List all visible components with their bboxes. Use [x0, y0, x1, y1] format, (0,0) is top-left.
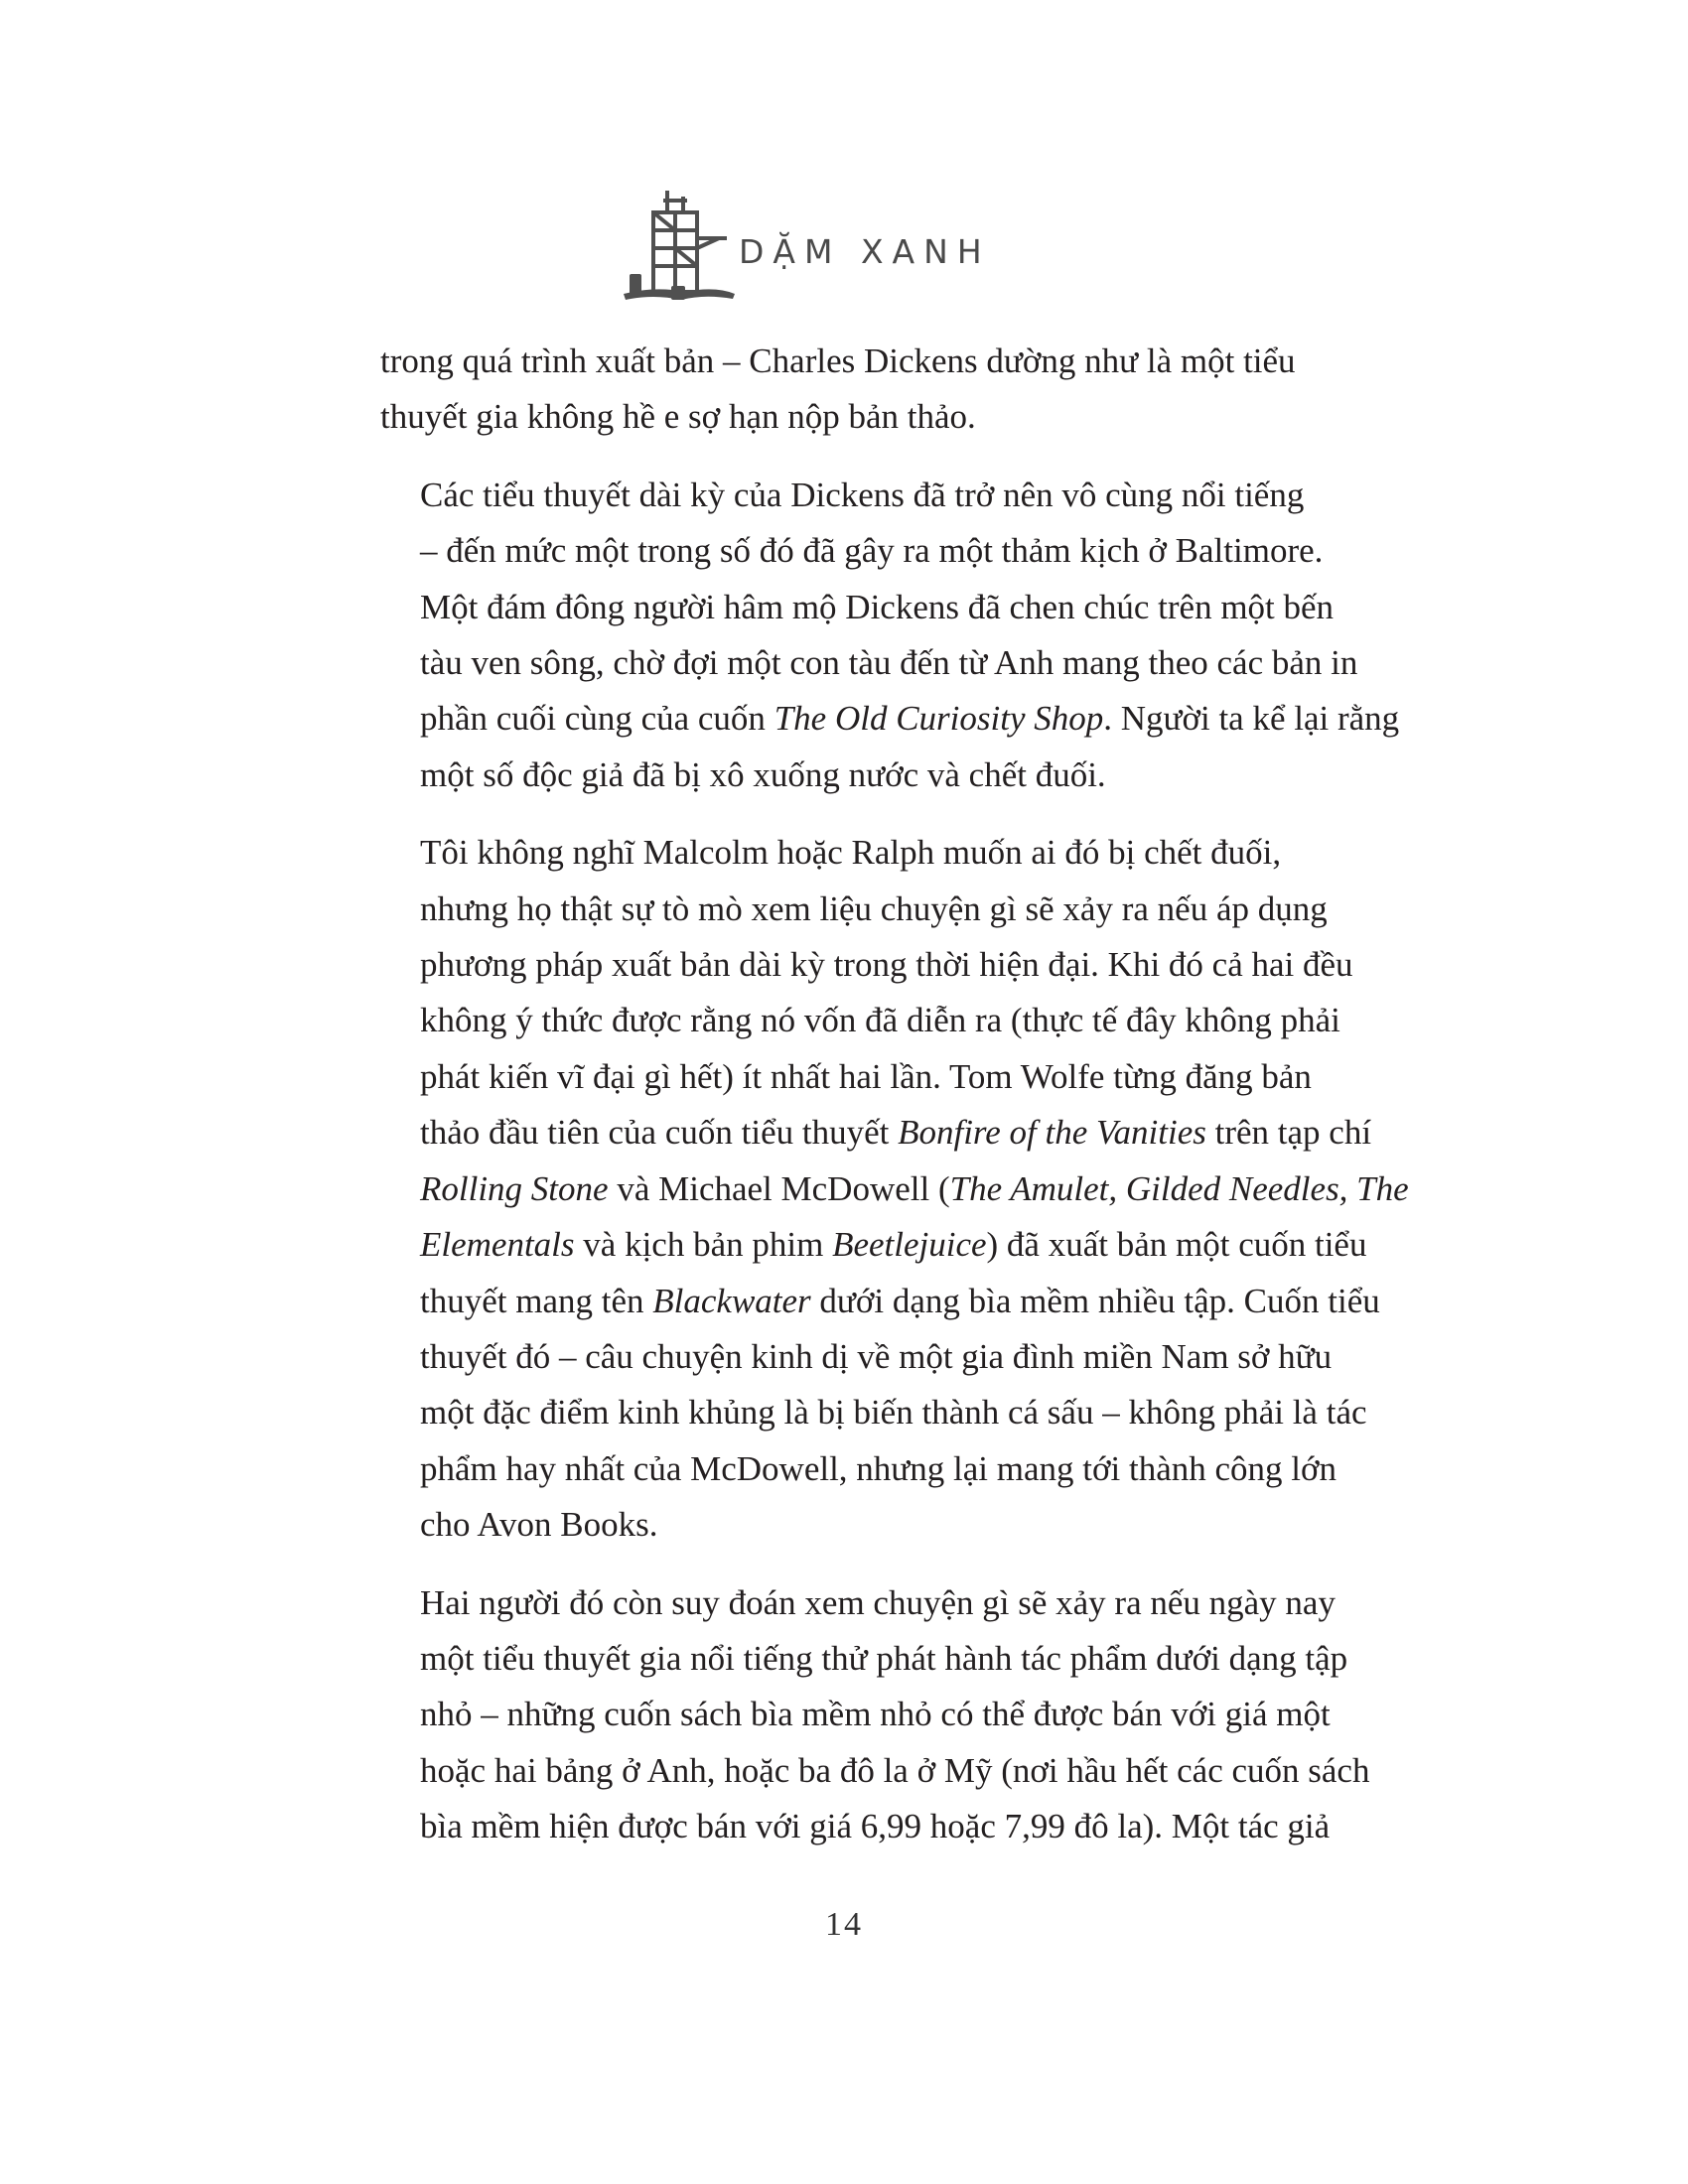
text-line	[380, 748, 1294, 803]
text-line	[380, 1799, 1331, 1854]
text-line	[380, 691, 1400, 747]
text-run: thảo đầu tiên của cuốn tiểu thuyết	[420, 1113, 899, 1153]
text-run: . Người ta kể lại rằng	[1103, 699, 1400, 739]
text-run: một số độc giả đã bị xô xuống nước và chết đuối.	[420, 754, 1106, 794]
text-line	[380, 523, 1324, 579]
text-run: không ý thức được rằng nó vốn đã diễn ra (thực tế đây không phải	[420, 1001, 1340, 1040]
text-line	[380, 334, 1294, 389]
text-line	[380, 1217, 1367, 1273]
text-run: nhỏ – những cuốn sách bìa mềm nhỏ có thể được bán với giá một	[420, 1695, 1331, 1734]
book-title-header: DẶM XANH	[739, 232, 991, 271]
text-run: tàu ven sông, chờ đợi một con tàu đến từ Anh mang theo các bản in	[420, 643, 1358, 683]
text-run: một đặc điểm kinh khủng là bị biến thành cá sấu – không phải là tác	[420, 1393, 1367, 1433]
text-line	[380, 1743, 1370, 1799]
text-run: phát kiến vĩ đại gì hết) ít nhất hai lần. Tom Wolfe từng đăng bản	[420, 1056, 1312, 1096]
text-line	[380, 1049, 1312, 1105]
text-run: thuyết đó – câu chuyện kinh dị về một gia đình miền Nam sở hữu	[420, 1336, 1333, 1376]
text-run: nhưng họ thật sự tò mò xem liệu chuyện gì sẽ xảy ra nếu áp dụng	[420, 888, 1328, 928]
text-line	[380, 993, 1340, 1048]
text-line	[380, 1631, 1348, 1687]
text-run: và kịch bản phim	[574, 1225, 833, 1265]
text-line	[380, 635, 1358, 691]
text-line	[380, 389, 1294, 445]
text-run: Một đám đông người hâm mộ Dickens đã chen chúc trên một bến	[420, 587, 1335, 626]
text-run: ) đã xuất bản một cuốn tiểu	[986, 1225, 1367, 1265]
paragraph	[380, 468, 1400, 803]
text-run: phương pháp xuất bản dài kỳ trong thời hiện đại. Khi đó cả hai đều	[420, 945, 1353, 985]
italic-title: Bonfire of the Vanities	[898, 1113, 1206, 1153]
italic-title: The Old Curiosity Shop	[774, 699, 1104, 739]
text-line	[380, 468, 1305, 523]
text-line	[380, 1329, 1333, 1385]
text-run: Tôi không nghĩ Malcolm hoặc Ralph muốn ai đó bị chết đuối,	[420, 833, 1282, 873]
text-line	[380, 1687, 1331, 1742]
text-line	[380, 937, 1353, 993]
text-run: phẩm hay nhất của McDowell, nhưng lại mang tới thành công lớn	[420, 1448, 1337, 1488]
italic-title: Blackwater	[652, 1281, 811, 1320]
italic-title: Elementals	[420, 1225, 575, 1265]
body-text	[380, 334, 1409, 1855]
text-line	[380, 1105, 1372, 1160]
text-line	[380, 825, 1294, 881]
italic-title: Beetlejuice	[832, 1225, 987, 1265]
text-run: thuyết mang tên	[420, 1281, 653, 1320]
text-run: thuyết gia không hề e sợ hạn nộp bản thảo.	[380, 397, 976, 437]
text-run: bìa mềm hiện được bán với giá 6,99 hoặc 7,99 đô la). Một tác giả	[420, 1807, 1331, 1846]
text-line	[380, 882, 1328, 937]
text-run: trong quá trình xuất bản – Charles Dickens dường như là một tiểu	[380, 341, 1296, 380]
text-run: và Michael McDowell (	[608, 1168, 950, 1208]
paragraph	[380, 334, 1294, 446]
text-line	[380, 1497, 1294, 1553]
text-line	[380, 1274, 1380, 1329]
italic-title: Rolling Stone	[420, 1168, 609, 1208]
text-line	[380, 1385, 1367, 1440]
text-run: hoặc hai bảng ở Anh, hoặc ba đô la ở Mỹ (nơi hầu hết các cuốn sách	[420, 1750, 1370, 1790]
text-run: phần cuối cùng của cuốn	[420, 699, 774, 739]
text-run: cho Avon Books.	[420, 1505, 658, 1545]
text-line	[380, 1441, 1337, 1497]
building-scaffold-icon	[616, 183, 745, 312]
italic-title: The Amulet, Gilded Needles, The	[949, 1168, 1409, 1208]
text-run: – đến mức một trong số đó đã gây ra một thảm kịch ở Baltimore.	[420, 531, 1324, 571]
page-number: 14	[825, 1906, 863, 1943]
text-line	[380, 1161, 1409, 1217]
text-run: Hai người đó còn suy đoán xem chuyện gì sẽ xảy ra nếu ngày nay	[420, 1582, 1336, 1622]
text-run: dưới dạng bìa mềm nhiều tập. Cuốn tiểu	[810, 1281, 1380, 1320]
paragraph	[380, 1575, 1370, 1855]
text-run: một tiểu thuyết gia nổi tiếng thử phát hành tác phẩm dưới dạng tập	[420, 1638, 1348, 1678]
text-line	[380, 580, 1335, 635]
paragraph	[380, 825, 1409, 1553]
page-header	[616, 183, 1092, 312]
text-line	[380, 1575, 1336, 1631]
text-run: trên tạp chí	[1205, 1113, 1372, 1153]
text-run: Các tiểu thuyết dài kỳ của Dickens đã trở nên vô cùng nổi tiếng	[420, 475, 1305, 514]
